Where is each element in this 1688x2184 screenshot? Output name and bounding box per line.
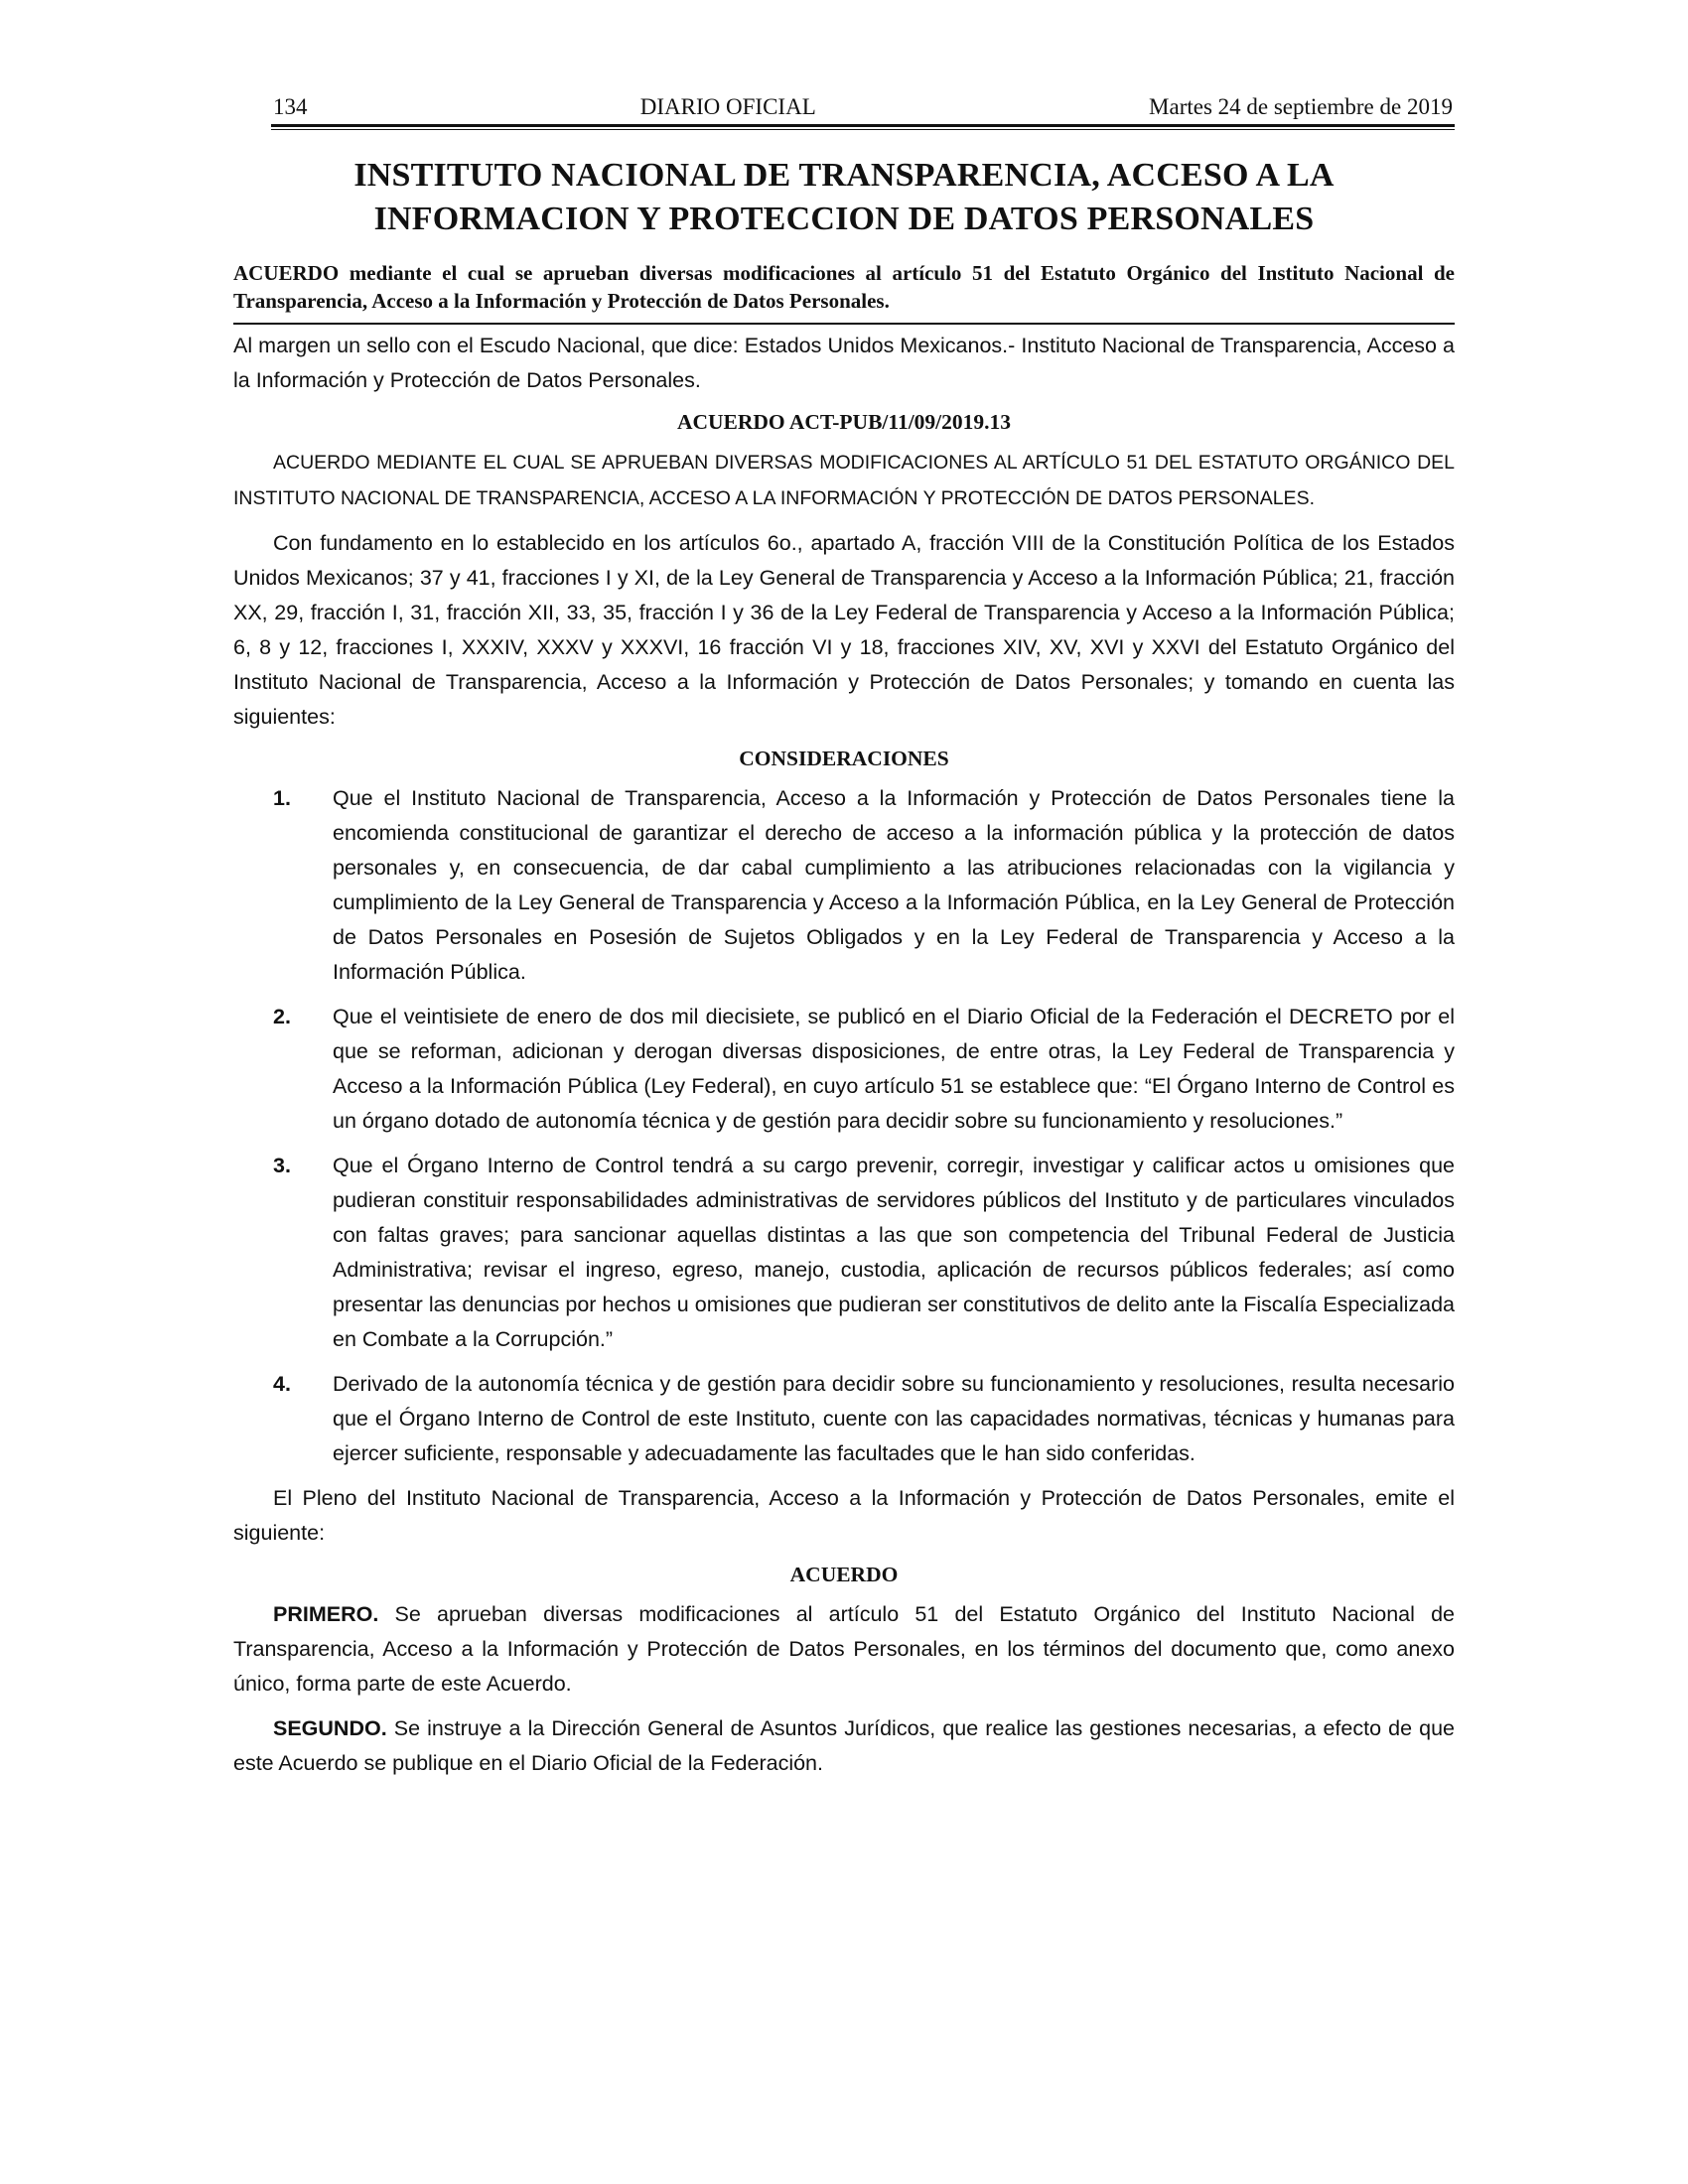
resolution-label: SEGUNDO. xyxy=(273,1716,387,1740)
list-item xyxy=(233,1367,1455,1471)
institution-title-line-2: INFORMACION Y PROTECCION DE DATOS PERSONALES xyxy=(373,201,1315,237)
publication-name: DIARIO OFICIAL xyxy=(639,94,816,119)
resolution-second xyxy=(233,1711,1455,1781)
page-number: 134 xyxy=(273,94,308,119)
agreement-title: ACUERDO xyxy=(789,1563,899,1586)
considerations-title: CONSIDERACIONES xyxy=(739,747,949,770)
item-text: Derivado de la autonomía técnica y de gestión para decidir sobre su funcionamiento y resoluciones, resulta necesario que el Órgano Interno de Control de este Instituto, cuente con las capacidades normativas, técnicas y humanas para ejercer suficiente, responsable y adecuadamente las facultades que le han sido conferidas. xyxy=(333,1372,1455,1465)
item-text: Que el veintisiete de enero de dos mil diecisiete, se publicó en el Diario Oficial de la Federación el DECRETO por el que se reforman, adicionan y derogan diversas disposiciones, de entre otras, la Ley Federal de Transparencia y Acceso a la Información Pública (Ley Federal), en cuyo artículo 51 se establece que: “El Órgano Interno de Control es un órgano dotado de autonomía técnica y de gestión para decidir sobre su funcionamiento y resoluciones.” xyxy=(333,1005,1455,1133)
document-summary xyxy=(233,259,1455,323)
plenary-statement: El Pleno del Instituto Nacional de Transparencia, Acceso a la Información y Protección de Datos Personales, emite el siguiente: xyxy=(233,1486,1455,1545)
summary-lead: ACUERDO xyxy=(233,261,340,285)
list-item xyxy=(233,1000,1455,1139)
document-page xyxy=(233,94,1455,1781)
margin-note: Al margen un sello con el Escudo Nacional, que dice: Estados Unidos Mexicanos.- Instituto Nacional de Transparencia, Acceso a la Información y Protección de Datos Personales. xyxy=(233,334,1455,392)
item-text: Que el Órgano Interno de Control tendrá a su cargo prevenir, corregir, investigar y calificar actos u omisiones que pudieran constituir responsabilidades administrativas de servidores públicos del Instituto y de particulares vinculados con faltas graves; para sancionar aquellas distintas a las que son competencia del Tribunal Federal de Justicia Administrativa; revisar el ingreso, egreso, manejo, custodia, aplicación de recursos públicos federales; así como presentar las denuncias por hechos u omisiones que pudieran ser constitutivos de delito ante la Fiscalía Especializada en Combate a la Corrupción.” xyxy=(333,1154,1455,1351)
page-header xyxy=(233,94,1455,124)
agreement-caps-title: ACUERDO MEDIANTE EL CUAL SE APRUEBAN DIVERSAS MODIFICACIONES AL ARTÍCULO 51 DEL ESTATUTO ORGÁNICO DEL INSTITUTO NACIONAL DE TRANSPARENCIA, ACCESO A LA INFORMACIÓN Y PROTECCIÓN DE DATOS PERSONALES. xyxy=(233,452,1455,509)
resolution-text: Se instruye a la Dirección General de Asuntos Jurídicos, que realice las gestiones necesarias, a efecto de que este Acuerdo se publique en el Diario Oficial de la Federación. xyxy=(233,1716,1455,1775)
resolution-first xyxy=(233,1597,1455,1702)
item-number: 2. xyxy=(273,1005,291,1028)
summary-divider xyxy=(233,323,1455,325)
item-number: 1. xyxy=(273,786,291,810)
publication-date: Martes 24 de septiembre de 2019 xyxy=(1149,94,1453,119)
item-number: 4. xyxy=(273,1372,291,1396)
considerations-list xyxy=(233,781,1455,1471)
list-item xyxy=(233,1149,1455,1357)
item-text: Que el Instituto Nacional de Transparencia, Acceso a la Información y Protección de Datos Personales tiene la encomienda constitucional de garantizar el derecho de acceso a la información pública y la protección de datos personales y, en consecuencia, de dar cabal cumplimiento a las atribuciones relacionadas con la vigilancia y cumplimiento de la Ley General de Transparencia y Acceso a la Información Pública, en la Ley General de Protección de Datos Personales en Posesión de Sujetos Obligados y en la Ley Federal de Transparencia y Acceso a la Información Pública. xyxy=(333,786,1455,984)
resolution-text: Se aprueban diversas modificaciones al artículo 51 del Estatuto Orgánico del Instituto Nacional de Transparencia, Acceso a la Información y Protección de Datos Personales, en los términos del documento que, como anexo único, forma parte de este Acuerdo. xyxy=(233,1602,1455,1696)
agreement-code: ACUERDO ACT-PUB/11/09/2019.13 xyxy=(676,410,1012,434)
summary-text: mediante el cual se aprueban diversas modificaciones al artículo 51 del Estatuto Orgánico del Instituto Nacional de Transparencia, Acceso a la Información y Protección de Datos Personales. xyxy=(233,261,1455,313)
institution-title-line-1: INSTITUTO NACIONAL DE TRANSPARENCIA, ACCESO A LA xyxy=(353,157,1335,194)
list-item xyxy=(233,781,1455,990)
resolution-label: PRIMERO. xyxy=(273,1602,379,1626)
item-number: 3. xyxy=(273,1154,291,1177)
institution-title xyxy=(233,154,1455,241)
legal-foundation: Con fundamento en lo establecido en los artículos 6o., apartado A, fracción VIII de la Constitución Política de los Estados Unidos Mexicanos; 37 y 41, fracciones I y XI, de la Ley General de Transparencia y Acceso a la Información Pública; 21, fracción XX, 29, fracción I, 31, fracción XII, 33, 35, fracción I y 36 de la Ley Federal de Transparencia y Acceso a la Información Pública; 6, 8 y 12, fracciones I, XXXIV, XXXV y XXXVI, 16 fracción VI y 18, fracciones XIV, XV, XVI y XXVI del Estatuto Orgánico del Instituto Nacional de Transparencia, Acceso a la Información y Protección de Datos Personales; y tomando en cuenta las siguientes: xyxy=(233,531,1455,729)
header-divider xyxy=(271,124,1455,130)
